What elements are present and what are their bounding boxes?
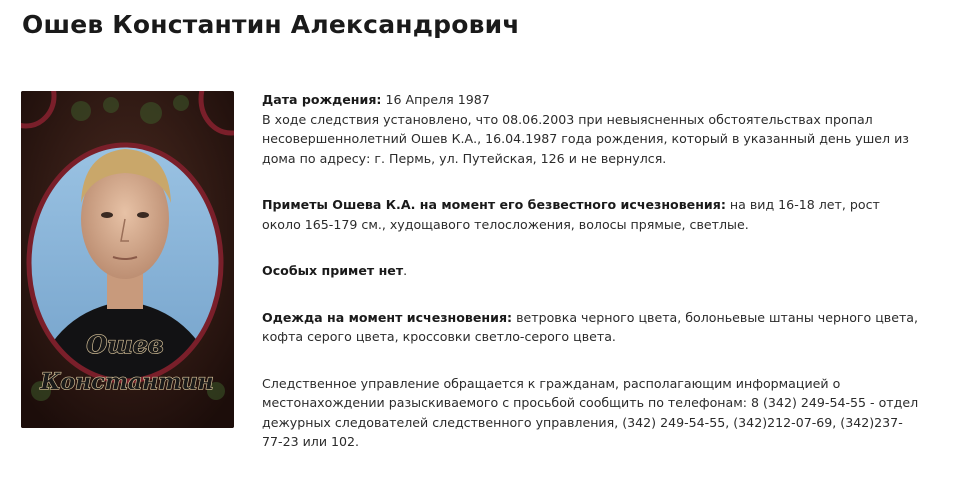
clothes-value: ветровка черного цвета, болоньевые штаны черного цвета, кофта серого цвета, кроссовки светло-серого цвета. <box>262 309 919 344</box>
person-details <box>262 90 922 452</box>
signs-label: Приметы Ошева К.А. на момент его безвестного исчезновения: <box>262 197 726 212</box>
photo-caption-surname: Ошев <box>86 330 164 359</box>
portrait-image <box>21 91 234 428</box>
birth-paragraph <box>262 90 922 110</box>
birth-value: 16 Апреля 1987 <box>385 92 490 107</box>
page-title: Ошев Константин Александрович <box>22 10 520 39</box>
missing-person-photo <box>21 91 234 428</box>
clothes-label: Одежда на момент исчезновения: <box>262 309 513 325</box>
special-signs-paragraph: Особых примет нет. <box>262 263 408 278</box>
signs-paragraph <box>262 195 922 234</box>
photo-caption-name: Константин <box>40 369 214 395</box>
birth-label: Дата рождения: <box>262 92 382 107</box>
contact-paragraph: Следственное управление обращается к гражданам, располагающим информацией о местонахождении разыскиваемого с просьбой сообщить по телефонам: 8 (342) 249-54-55 - отдел дежурных следователей следственного управления, (342) 249-54-55, (342)212-07-69, (342)237-77-23 или 102. <box>262 375 919 449</box>
special-signs: Особых примет нет <box>262 263 404 278</box>
clothes-paragraph <box>262 308 922 347</box>
signs-value: на вид 16-18 лет, рост около 165-179 см., худощавого телосложения, волосы прямые, светлые. <box>262 197 880 232</box>
case-description: В ходе следствия установлено, что 08.06.2003 при невыясненных обстоятельствах пропал несовершеннолетний Ошев К.А., 16.04.1987 года рождения, который в указанный день ушел из дома по адресу: г. Пермь, ул. Путейская, 126 и не вернулся. <box>262 111 909 166</box>
